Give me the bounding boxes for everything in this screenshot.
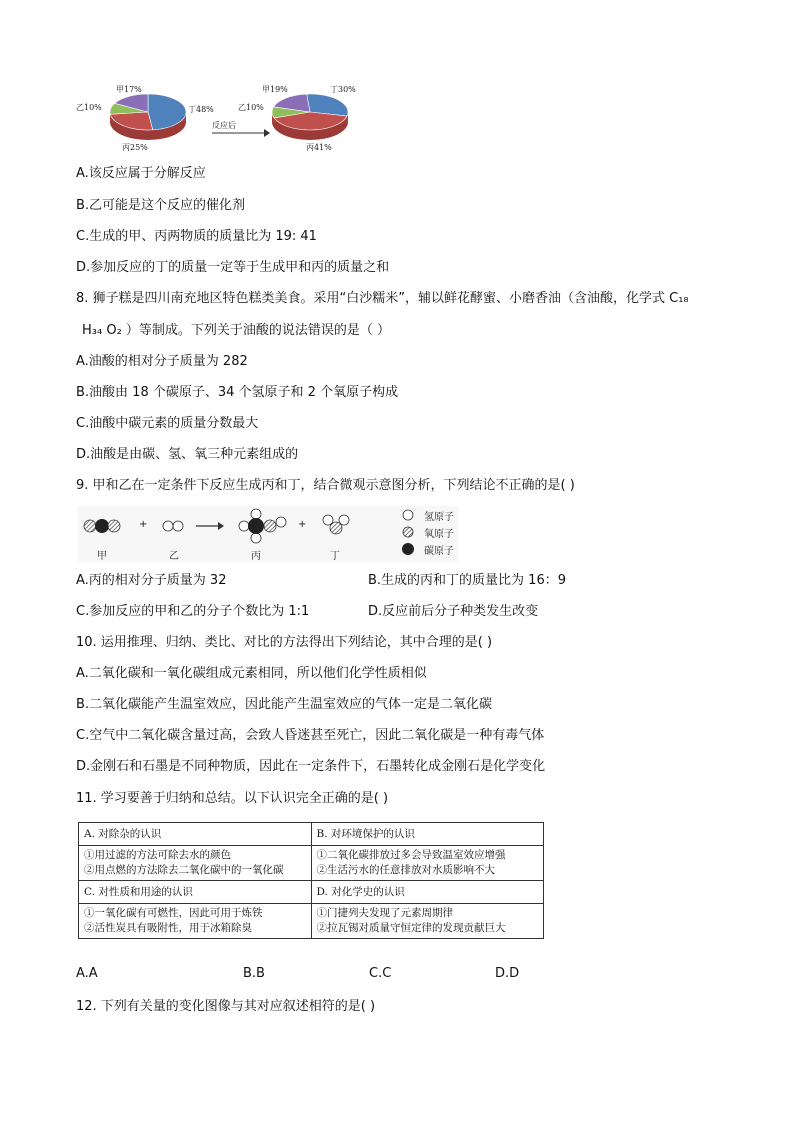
molecule-label-bing: 丙 (251, 551, 261, 562)
pie-after-label-yi: 乙10% (238, 103, 264, 112)
q11-option-d: D.D (495, 966, 520, 981)
q11-option-a: A.A (76, 966, 98, 981)
molecule-diagram (78, 506, 458, 562)
pie-after-label-jia: 甲19% (262, 85, 288, 94)
legend-carbon: 碳原子 (424, 546, 454, 557)
legend-hydrogen-icon (403, 510, 413, 520)
table-row (79, 823, 544, 846)
plus-sign-2: + (298, 519, 307, 530)
pie-after (238, 84, 368, 154)
table-cell-c-body (79, 904, 312, 939)
q8-option-d: D.油酸是由碳、氢、氧三种元素组成的 (76, 447, 299, 462)
pie-before-label-ding: 丁48% (188, 105, 214, 114)
pie-before-label-bing: 丙25% (122, 143, 148, 152)
table-cell-d-head: D. 对化学史的认识 (311, 881, 544, 904)
legend-oxygen-icon (403, 527, 413, 537)
molecule-label-jia: 甲 (97, 551, 107, 562)
q8-option-a: A.油酸的相对分子质量为 282 (76, 354, 248, 369)
table-cell-line: ②活性炭具有吸附性，用于冰箱除臭 (84, 922, 252, 934)
table-cell-d-body (311, 904, 544, 939)
reaction-arrow-icon (196, 522, 224, 530)
table-cell-b-head: B. 对环境保护的认识 (311, 823, 544, 846)
q11-stem: 11. 学习要善于归纳和总结。以下认识完全正确的是( ) (76, 791, 389, 806)
table-cell-a-body (79, 846, 312, 881)
table-cell-line: ①门捷列夫发现了元素周期律 (316, 907, 453, 919)
table-cell-line: ①二氧化碳排放过多会导致温室效应增强 (316, 849, 506, 861)
q11-option-c: C.C (369, 966, 392, 981)
table-cell-line: ②拉瓦锡对质量守恒定律的发现贡献巨大 (316, 922, 506, 934)
q11-table (78, 822, 544, 939)
arrow-label: 反应后 (212, 121, 236, 130)
molecule-yi (163, 521, 183, 531)
q9-stem: 9. 甲和乙在一定条件下反应生成丙和丁，结合微观示意图分析，下列结论不正确的是( ) (76, 478, 575, 493)
q8-stem-line2: H₃₄ O₂ ）等制成。下列关于油酸的说法错误的是（ ） (82, 323, 391, 338)
q9-option-c: C.参加反应的甲和乙的分子个数比为 1:1 (76, 604, 310, 619)
q10-option-b: B.二氧化碳能产生温室效应，因此能产生温室效应的气体一定是二氧化碳 (76, 697, 493, 712)
q9-option-d: D.反应前后分子种类发生改变 (368, 604, 539, 619)
legend-carbon-icon (402, 543, 414, 555)
q8-option-b: B.油酸由 18 个碳原子、34 个氢原子和 2 个氧原子构成 (76, 385, 399, 400)
molecule-label-yi: 乙 (169, 551, 179, 562)
q10-option-d: D.金刚石和石墨是不同种物质，因此在一定条件下，石墨转化成金刚石是化学变化 (76, 759, 546, 774)
q11-option-b: B.B (243, 966, 265, 981)
legend-oxygen: 氧原子 (424, 529, 454, 540)
table-row (79, 846, 544, 881)
plus-sign-1: + (139, 519, 148, 530)
table-cell-c-head: C. 对性质和用途的认识 (79, 881, 312, 904)
pie-after-label-bing: 丙41% (306, 143, 332, 152)
q7-option-c: C.生成的甲、丙两物质的质量比为 19: 41 (76, 229, 317, 244)
q10-option-c: C.空气中二氧化碳含量过高，会致人昏迷甚至死亡，因此二氧化碳是一种有毒气体 (76, 728, 545, 743)
q10-stem: 10. 运用推理、归纳、类比、对比的方法得出下列结论，其中合理的是( ) (76, 635, 493, 650)
q8-option-c: C.油酸中碳元素的质量分数最大 (76, 416, 259, 431)
q8-stem-line1: 8. 狮子糕是四川南充地区特色糕类美食。采用“白沙糯米”，辅以鲜花酵蜜、小磨香油（含油酸，化学式 C₁₈ (76, 291, 689, 306)
table-cell-a-head: A. 对除杂的认识 (79, 823, 312, 846)
pie-before (76, 84, 216, 154)
molecule-ding (323, 515, 349, 534)
molecule-jia (84, 519, 120, 533)
pie-before-label-yi: 乙10% (76, 103, 102, 112)
molecule-bing (239, 509, 286, 543)
table-cell-line: ②用点燃的方法除去二氧化碳中的一氧化碳 (84, 864, 284, 876)
q7-option-d: D.参加反应的丁的质量一定等于生成甲和丙的质量之和 (76, 260, 390, 275)
table-cell-line: ①用过滤的方法可除去水的颜色 (84, 849, 231, 861)
q12-stem: 12. 下列有关量的变化图像与其对应叙述相符的是( ) (76, 999, 376, 1014)
legend-hydrogen: 氢原子 (424, 512, 454, 523)
pie-after-label-ding: 丁30% (330, 85, 356, 94)
pie-before-label-jia: 甲17% (116, 85, 142, 94)
table-cell-line: ①一氧化碳有可燃性，因此可用于炼铁 (84, 907, 263, 919)
q10-option-a: A.二氧化碳和一氧化碳组成元素相同，所以他们化学性质相似 (76, 666, 427, 681)
q9-option-b: B.生成的丙和丁的质量比为 16：9 (368, 573, 566, 588)
molecule-label-ding: 丁 (330, 551, 340, 562)
table-cell-b-body (311, 846, 544, 881)
table-row (79, 904, 544, 939)
table-cell-line: ②生活污水的任意排放对水质影响不大 (316, 864, 495, 876)
q7-option-b: B.乙可能是这个反应的催化剂 (76, 198, 246, 213)
q9-option-a: A.丙的相对分子质量为 32 (76, 573, 227, 588)
molecule-diagram-svg (78, 506, 458, 562)
table-row (79, 881, 544, 904)
q7-option-a: A.该反应属于分解反应 (76, 166, 206, 181)
